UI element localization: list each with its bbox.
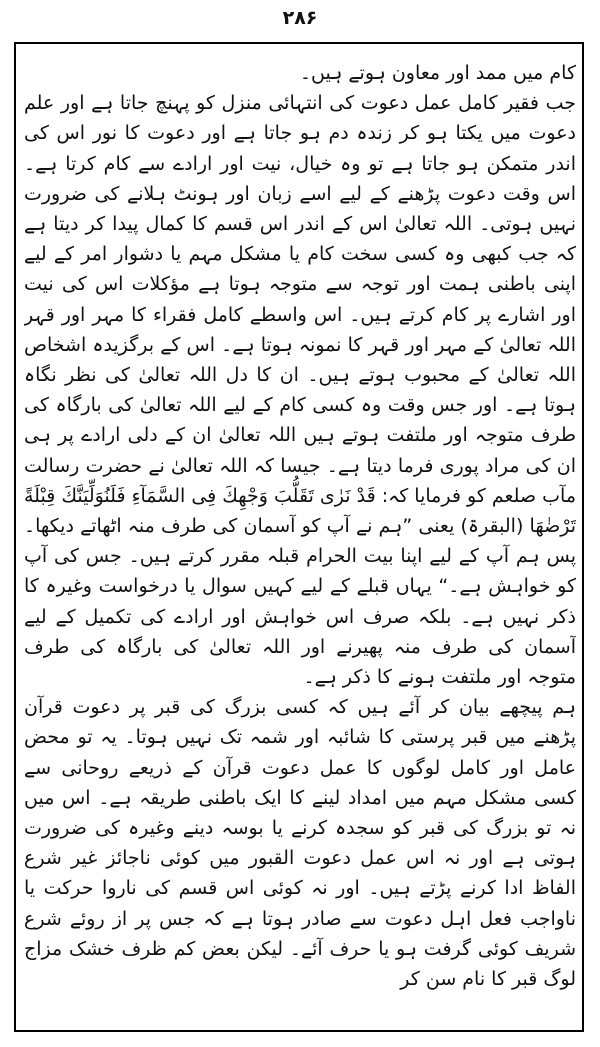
page-number: ۲۸۶ — [282, 7, 318, 29]
paragraph-continuation: کام میں ممد اور معاون ہوتے ہیں۔ — [299, 62, 576, 84]
page-body — [24, 58, 576, 1028]
paragraph-dawat-al-qubur: ہم پیچھے بیان کر آئے ہیں کہ کسی بزرگ کی قبر پر دعوت قرآن پڑھنے میں قبر پرستی کا شائبہ اور شمہ تک نہیں ہوتا۔ یہ تو محض عامل اور کامل لوگوں کا عمل دعوت قرآن کے ذریعے روحانی سے کسی مشکل مہم میں امداد لینے کا ایک باطنی طریقہ ہے۔ اس میں نہ تو بزرگ کی قبر کو سجدہ کرنے یا بوسہ دینے وغیرہ کی ضرورت ہوتی ہے اور نہ اس عمل دعوت القبور میں کوئی ناجائز غیر شرع الفاظ ادا کرنے پڑتے ہیں۔ اور نہ کوئی اس قسم کی ناروا حرکت یا ناواجب فعل اہل دعوت سے صادر ہوتا ہے کہ جس پر از روئے شرع شریف کوئی گرفت ہو یا حرف آئے۔ لیکن بعض کم ظرف خشک مزاج لوگ قبر کا نام سن کر — [24, 696, 576, 991]
paragraph-dawat-perfection: جب فقیر کامل عمل دعوت کی انتہائی منزل کو پہنچ جاتا ہے اور علم دعوت میں یکتا ہو کر زندہ دم ہو جاتا ہے اور دعوت کا نور اس کی اندر متمکن ہو جاتا ہے تو وہ خیال، نیت اور ارادے سے کام کرتا ہے۔ اس وقت دعوت پڑھنے کے لیے اسے زبان اور ہونٹ ہلانے کی ضرورت نہیں ہوتی۔ اللہ تعالیٰ اس کے اندر اس قسم کا کمال پیدا کر دیتا ہے کہ جب کبھی وہ کسی سخت کام یا مشکل مہم یا دشوار امر کے لیے اپنی باطنی ہمت اور توجہ سے متوجہ ہوتا ہے مؤکلات اس کی نیت اور اشارے پر کام کرتے ہیں۔ اس واسطے کامل فقراء کا مہر اور قہر اللہ تعالیٰ کے مہر اور قہر کا نمونہ ہوتا ہے۔ اس کے برگزیدہ اشخاص اللہ تعالیٰ کے محبوب ہوتے ہیں۔ ان کا دل اللہ تعالیٰ کی نظر نگاہ ہوتا ہے۔ اور جس وقت وہ کسی کام کے لیے اللہ تعالیٰ کی بارگاہ کی طرف متوجہ اور ملتفت ہوتے ہیں اللہ تعالیٰ ان کے دلی ارادے پر ہی ان کی مراد پوری فرما دیتا ہے۔ جیسا کہ اللہ تعالیٰ نے حضرت رسالت مآب صلعم کو فرمایا کہ: قَدْ نَرٰى تَقَلُّبَ وَجْهِكَ فِى السَّمَآءِ فَلَنُوَلِّيَنَّكَ قِبْلَةً تَرْضٰهَا (البقرۃ) یعنی ”ہم نے آپ کو آسمان کی طرف منہ اٹھاتے دیکھا۔ پس ہم آپ کے لیے اپنا بیت الحرام قبلہ مقرر کرتے ہیں۔ جس کی آپ کو خواہش ہے۔“ یہاں قبلے کے لیے کہیں سوال یا درخواست وغیرہ کا ذکر نہیں ہے۔ بلکہ صرف اس خواہش اور ارادے کی تکمیل کے لیے آسمان کی طرف منہ پھیرنے اور اللہ تعالیٰ کی بارگاہ کی طرف متوجہ اور ملتفت ہونے کا ذکر ہے۔ — [24, 92, 576, 689]
